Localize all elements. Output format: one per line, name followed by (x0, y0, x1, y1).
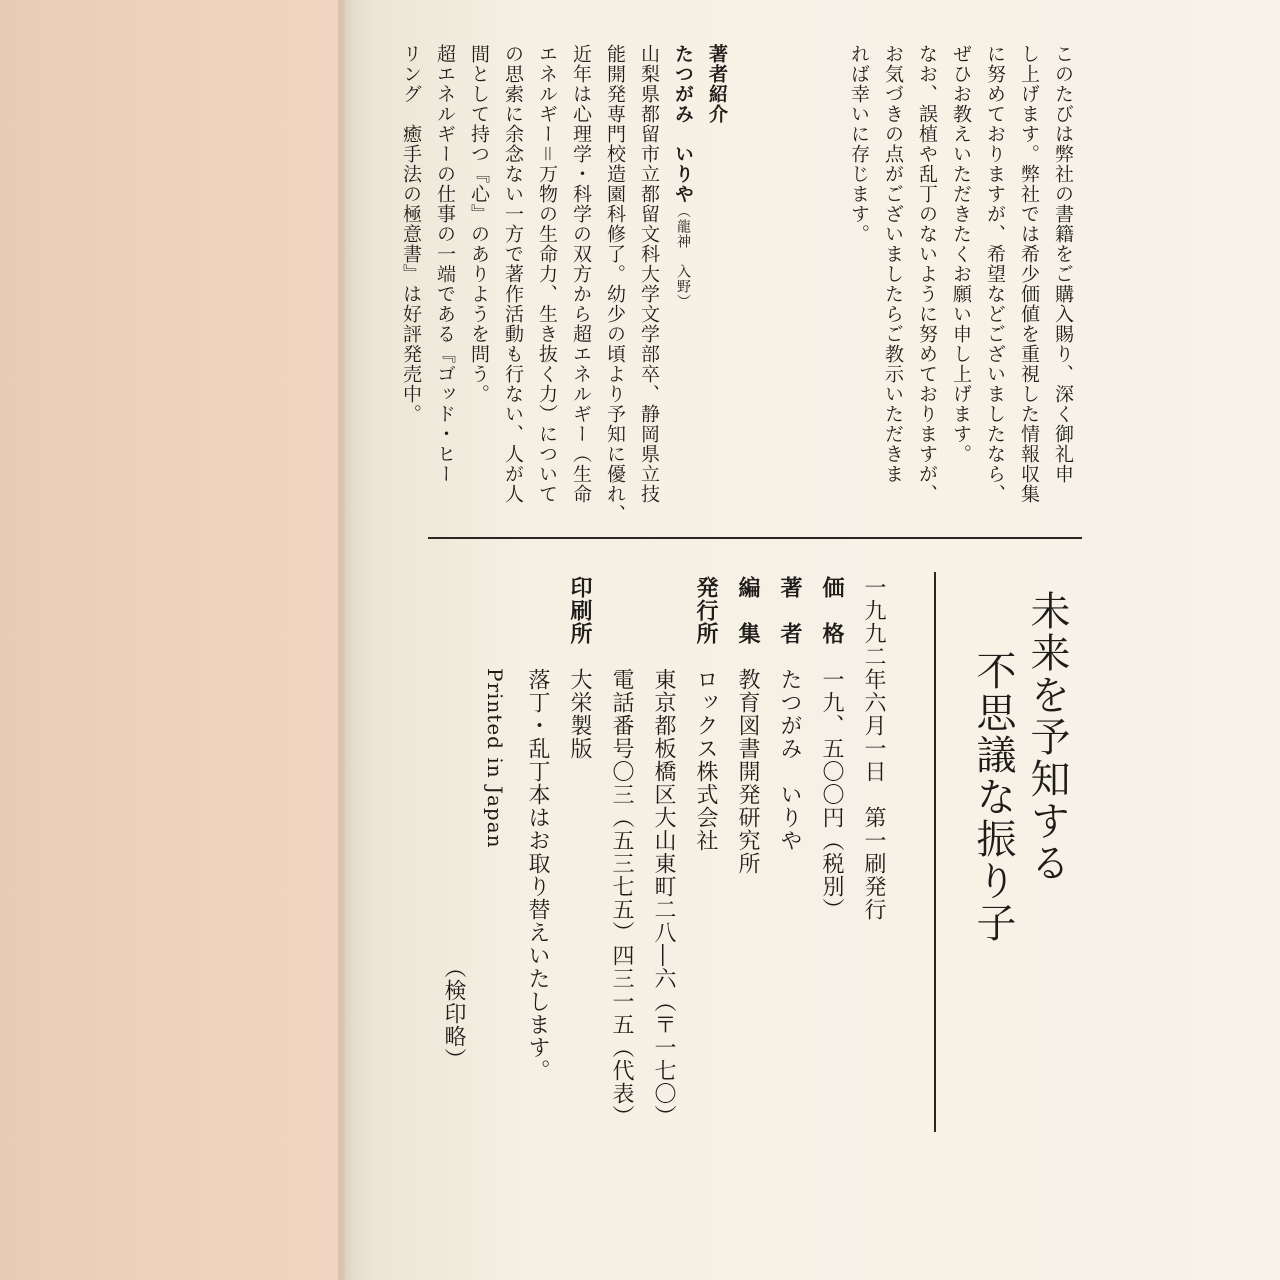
phone-row (600, 576, 642, 1128)
book-title (966, 590, 1074, 944)
printed-row (474, 576, 516, 1128)
printed-in-japan: Printed in Japan (483, 668, 507, 849)
price-row (810, 576, 852, 1128)
horizontal-divider (428, 537, 1082, 539)
author-name: たつがみ いりや (672, 44, 694, 204)
profile-line: 間として持つ『心』のありようを問う。 (468, 44, 490, 404)
title-line-1: 未来を予知する (1024, 590, 1070, 884)
profile-line: 超エネルギーの仕事の一端である『ゴッド・ヒー (434, 44, 456, 484)
publish-date: 一九九二年六月一日 第一刷発行 (861, 576, 886, 921)
price-label: 価 格 (819, 576, 844, 645)
printer-label: 印刷所 (567, 576, 592, 645)
replacement-note: 落丁・乱丁本はお取り替えいたします。 (525, 668, 550, 1082)
author-row (768, 576, 810, 1128)
profile-line: 能開発専門校造園科修了。幼少の頃より予知に優れ、 (604, 44, 626, 524)
profile-line: の思索に余念ない一方で著作活動も行ない、人が人 (502, 44, 524, 504)
profile-heading: 著者紹介 (706, 44, 728, 124)
profile-line: 山梨県都留市立都留文科大学文学部卒、静岡県立技 (638, 44, 660, 504)
address-row (642, 576, 684, 1128)
author-value: たつがみ いりや (777, 668, 802, 852)
vertical-divider (934, 572, 936, 1132)
left-page (0, 0, 345, 1280)
notice-line: ぜひお教えいただきたくお願い申し上げます。 (950, 44, 972, 464)
publisher-row (684, 576, 726, 1128)
notice-line: なお、誤植や乱丁のないように努めておりますが、 (916, 44, 938, 504)
title-line-2: 不思議な振り子 (970, 650, 1016, 944)
publisher-address: 東京都板橋区大山東町二八―六（〒一七〇） (651, 668, 676, 1128)
price-value: 一九、五〇〇円（税別） (819, 668, 844, 921)
notice-line: お気づきの点がございましたらご教示いただきま (882, 44, 904, 484)
profile-line: 近年は心理学・科学の双方から超エネルギー（生命 (570, 44, 592, 504)
profile-name-row (666, 44, 700, 524)
profile-line: エネルギー＝万物の生命力、生き抜く力）について (536, 44, 558, 505)
editor-row (726, 576, 768, 1128)
notice-line: に努めておりますが、希望などございましたなら、 (984, 44, 1006, 504)
profile-line: リング 癒手法の極意書』は好評発売中。 (400, 44, 422, 424)
printer-row (558, 576, 600, 1128)
book-gutter (338, 0, 378, 1280)
author-name-note: （龍神 入野） (675, 204, 691, 309)
replacement-row (516, 576, 558, 1128)
publisher-value: ロックス株式会社 (693, 668, 718, 852)
notice-line: れば幸いに存じます。 (848, 44, 870, 244)
seal-omitted-note: （検印略） (441, 956, 466, 1071)
publisher-notice (842, 44, 1080, 524)
editor-label: 編 集 (735, 576, 760, 645)
notice-line: し上げます。弊社では希少価値を重視した情報収集 (1018, 44, 1040, 504)
publisher-phone: 電話番号〇三（五三七五）四三一五（代表） (609, 668, 634, 1128)
author-label: 著 者 (777, 576, 802, 645)
publisher-label: 発行所 (693, 576, 718, 645)
editor-value: 教育図書開発研究所 (735, 668, 760, 875)
seal-row (432, 576, 474, 1128)
author-profile (394, 44, 734, 524)
printer-value: 大栄製版 (567, 668, 592, 760)
colophon (432, 576, 894, 1128)
notice-line: このたびは弊社の書籍をご購入賜り、深く御礼申 (1052, 44, 1074, 484)
